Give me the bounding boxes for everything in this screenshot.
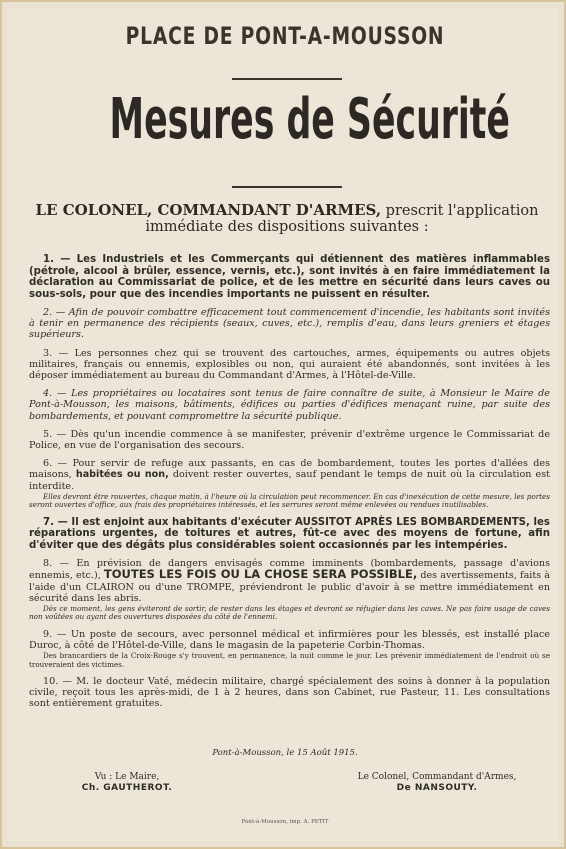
- signature-colonel: [332, 772, 542, 794]
- article-text: Un poste de secours, avec personnel médical et infirmières pour les blessés, est installé place Duroc, à côté de l'Hôtel-de-Ville, dans le magasin de la papeterie Corbin-Thomas.: [29, 628, 550, 651]
- authority-name: LE COLONEL, COMMANDANT D'ARMES,: [35, 201, 382, 219]
- article-text: M. le docteur Vaté, médecin militaire, chargé spécialement des soins à donner à la population civile, reçoit tous les après-midi, de 1 à 2 heures, dans son Cabinet, rue Pasteur, 11. Les consultations sont entièrement gratuites.: [29, 676, 550, 710]
- article-text: Les personnes chez qui se trouvent des cartouches, armes, équipements ou autres objets militaires, français ou ennemis, explosibles ou non, qui auraient été abandonnés, sont invitées à les déposer immédiatement au bureau du Commandant d'Armes, à l'Hôtel-de-Ville.: [29, 347, 550, 382]
- signature-name: De NANSOUTY.: [396, 783, 478, 793]
- article-number: 5. —: [43, 428, 67, 440]
- article-text: Pour servir de refuge aux passants, en cas de bombardement, toutes les portes d'allées des maisons,: [29, 458, 550, 481]
- article-text: En prévision de dangers envisagés comme imminents (bombardements, passage d'avions ennemis, etc.),: [29, 558, 550, 582]
- article-text-end: des avertissements, faits à l'aide d'un CLAIRON ou d'une TROMPE, préviendront le public d'avoir à se mettre immédiatement en sécurité dans les abris.: [29, 570, 550, 604]
- article-9: [29, 629, 550, 669]
- article-number: 9. —: [43, 628, 67, 640]
- article-number: 10. —: [43, 676, 73, 687]
- article-text: Les Industriels et les Commerçants qui détiennent des matières inflammables (pétrole, alcool à brûler, essence, vernis, etc.), sont invités à en faire immédiatement la déclaration au Commissariat de police, et de les mettre en sécurité dans leurs caves ou sous-sols, pour que des incendies importants ne puissent en résulter.: [29, 254, 551, 300]
- article-number: 4. —: [43, 388, 67, 400]
- article-number: 2. —: [43, 307, 66, 318]
- article-number: 3. —: [43, 347, 69, 359]
- article-note: Des brancardiers de la Croix-Rouge s'y trouvent, en permanence, la nuit comme le jour. Les prévenir immédiatement de l'endroit où se trouveraient des victimes.: [29, 651, 550, 669]
- printer-imprint: Pont-à-Mousson, imp. A. PETIT: [241, 819, 329, 825]
- article-text-end: les réparations urgentes, de toitures et autres, fût-ce avec des moyens de fortune, afin d'éviter que des dégâts plus considérables soient occasionnés par les intempéries.: [29, 516, 550, 551]
- signature-name: Ch. GAUTHEROT.: [81, 783, 173, 793]
- article-1: [29, 254, 550, 300]
- article-note: Elles devront être rouvertes, chaque matin, à l'heure où la circulation peut recommencer. En cas d'inexécution de cette mesure, les portes seront ouvertes d'office, aux frais des propriétaires intéressés, et les serrures seront même enlevées ou rendues inutilisables.: [29, 491, 550, 510]
- article-emphasis: TOUTES LES FOIS OU LA CHOSE SERA POSSIBLE,: [103, 567, 418, 582]
- divider-bottom: [232, 186, 342, 188]
- signature-label: Le Colonel, Commandant d'Armes,: [357, 772, 517, 782]
- article-text: Les propriétaires ou locataires sont tenus de faire connaître de suite, à Monsieur le Maire de Pont-à-Mousson, les maisons, bâtiments, édifices ou parties d'édifices menaçant ruine, par suite des bombardements, et pouvant compromettre la sécurité publique.: [29, 388, 550, 422]
- article-number: 1. —: [43, 254, 71, 265]
- poster-title: Mesures de Sécurité: [109, 87, 510, 152]
- issue-date: Pont-à-Mousson, le 15 Août 1915.: [212, 748, 358, 758]
- article-text-end: doivent rester ouvertes, sauf pendant le temps de nuit où la circulation est interdite.: [29, 469, 550, 492]
- article-7: [29, 517, 550, 552]
- article-6: [29, 458, 550, 509]
- article-emphasis: AUSSITOT APRÈS LES BOMBARDEMENTS,: [295, 516, 530, 528]
- intro-paragraph: [32, 202, 542, 235]
- article-text: Afin de pouvoir combattre efficacement tout commencement d'incendie, les habitants sont invités à tenir en permanence des récipients (seaux, cuves, etc.), remplis d'eau, dans leurs greniers et étages supérieurs.: [29, 307, 550, 341]
- signature-label: Vu : Le Maire,: [94, 772, 160, 782]
- articles-list: [29, 254, 550, 717]
- article-4: [29, 388, 550, 422]
- article-8: [29, 558, 550, 622]
- divider-top: [232, 78, 342, 80]
- article-note: Dès ce moment, les gens éviteront de sortir, de rester dans les étages et devront se réfugier dans les caves. Ne pas faire usage de caves non voûtées ou ayant des ouvertures disposées du côté de l'ennemi.: [29, 603, 550, 622]
- article-text: Dès qu'un incendie commence à se manifester, prévenir d'extrême urgence le Commissariat de Police, en vue de l'organisation des secours.: [29, 428, 550, 452]
- article-emphasis: habitées ou non,: [75, 469, 169, 481]
- place-heading: PLACE DE PONT-A-MOUSSON: [125, 22, 445, 50]
- article-text: Il est enjoint aux habitants d'exécuter: [71, 516, 296, 528]
- article-2: [29, 307, 550, 341]
- article-number: 7. —: [43, 516, 68, 528]
- intro-text: prescrit l'application immédiate des dispositions suivantes :: [145, 203, 539, 235]
- article-number: 6. —: [43, 458, 68, 470]
- article-3: [29, 348, 550, 382]
- article-5: [29, 429, 550, 451]
- signature-mayor: [42, 772, 212, 794]
- article-number: 8. —: [43, 558, 70, 570]
- article-10: [29, 676, 550, 710]
